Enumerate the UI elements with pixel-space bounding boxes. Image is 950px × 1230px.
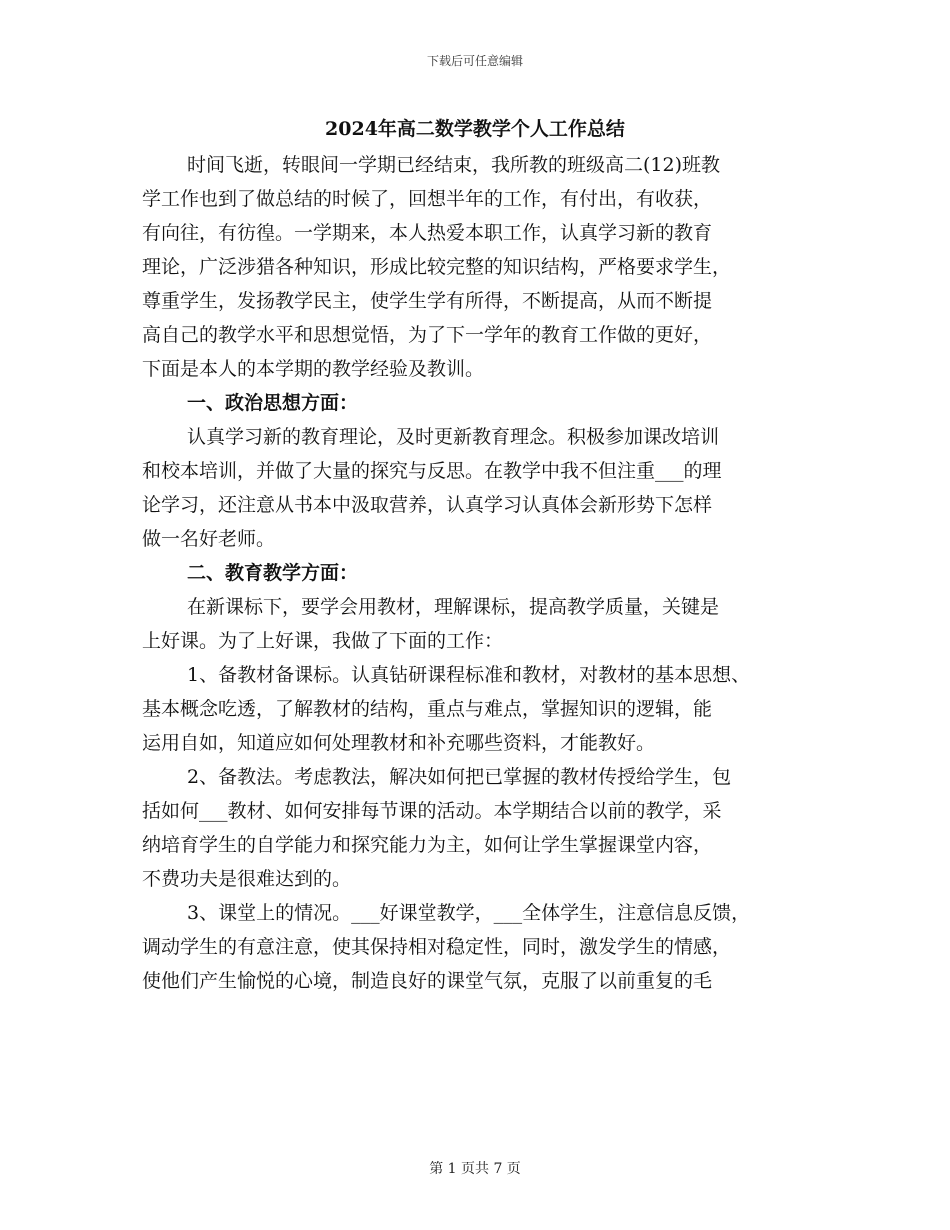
body-text-line: 论学习，还注意从书本中汲取营养，认真学习认真体会新形势下怎样 [142,494,713,516]
body-text-line: 运用自如，知道应如何处理教材和补充哪些资料，才能教好。 [142,732,656,754]
body-text-line: 括如何___教材、如何安排每节课的活动。本学期结合以前的教学，采 [142,800,722,822]
page-footer: 第 1 页共 7 页 [429,1161,521,1177]
document-title: 2024年高二数学教学个人工作总结 [325,118,625,140]
body-text-line: 2、备教法。考虑教法，解决如何把已掌握的教材传授给学生，包 [187,766,732,788]
section-heading: 一、政治思想方面： [187,392,359,414]
body-text-line: 使他们产生愉悦的心境，制造良好的课堂气氛，克服了以前重复的毛 [142,970,713,992]
body-text-line: 和校本培训，并做了大量的探究与反思。在教学中我不但注重___的理 [142,460,722,482]
body-text-line: 上好课。为了上好课，我做了下面的工作： [142,630,504,652]
body-text-line: 纳培育学生的自学能力和探究能力为主，如何让学生掌握课堂内容， [142,834,713,856]
document-body [142,148,810,998]
body-text-line: 高自己的教学水平和思想觉悟，为了下一学年的教育工作做的更好， [142,324,713,346]
body-text-line: 做一名好老师。 [142,528,276,550]
body-text-line: 认真学习新的教育理论，及时更新教育理念。积极参加课改培训 [187,426,720,448]
section-heading: 二、教育教学方面： [187,562,359,584]
body-text-line: 在新课标下，要学会用教材，理解课标，提高教学质量，关键是 [187,596,720,618]
body-text-line: 尊重学生，发扬教学民主，使学生学有所得，不断提高，从而不断提 [142,290,713,312]
page-header-note: 下载后可任意编辑 [426,54,523,68]
body-text-line: 1、备教材备课标。认真钻研课程标准和教材，对教材的基本思想、 [187,664,751,686]
body-text-line: 学工作也到了做总结的时候了，回想半年的工作，有付出，有收获， [142,188,713,210]
body-text-line: 基本概念吃透，了解教材的结构，重点与难点，掌握知识的逻辑，能 [142,698,713,720]
body-text-line: 理论，广泛涉猎各种知识，形成比较完整的知识结构，严格要求学生， [142,256,732,278]
body-text-line: 时间飞逝，转眼间一学期已经结束，我所教的班级高二(12)班教 [187,154,721,176]
body-text-line: 下面是本人的本学期的教学经验及教训。 [142,358,485,380]
body-text-line: 不费功夫是很难达到的。 [142,868,352,890]
body-text-line: 调动学生的有意注意，使其保持相对稳定性，同时，激发学生的情感， [142,936,732,958]
body-text-line: 3、课堂上的情况。___好课堂教学，___全体学生，注意信息反馈， [187,902,751,924]
body-text-line: 有向往，有彷徨。一学期来，本人热爱本职工作，认真学习新的教育 [142,222,713,244]
